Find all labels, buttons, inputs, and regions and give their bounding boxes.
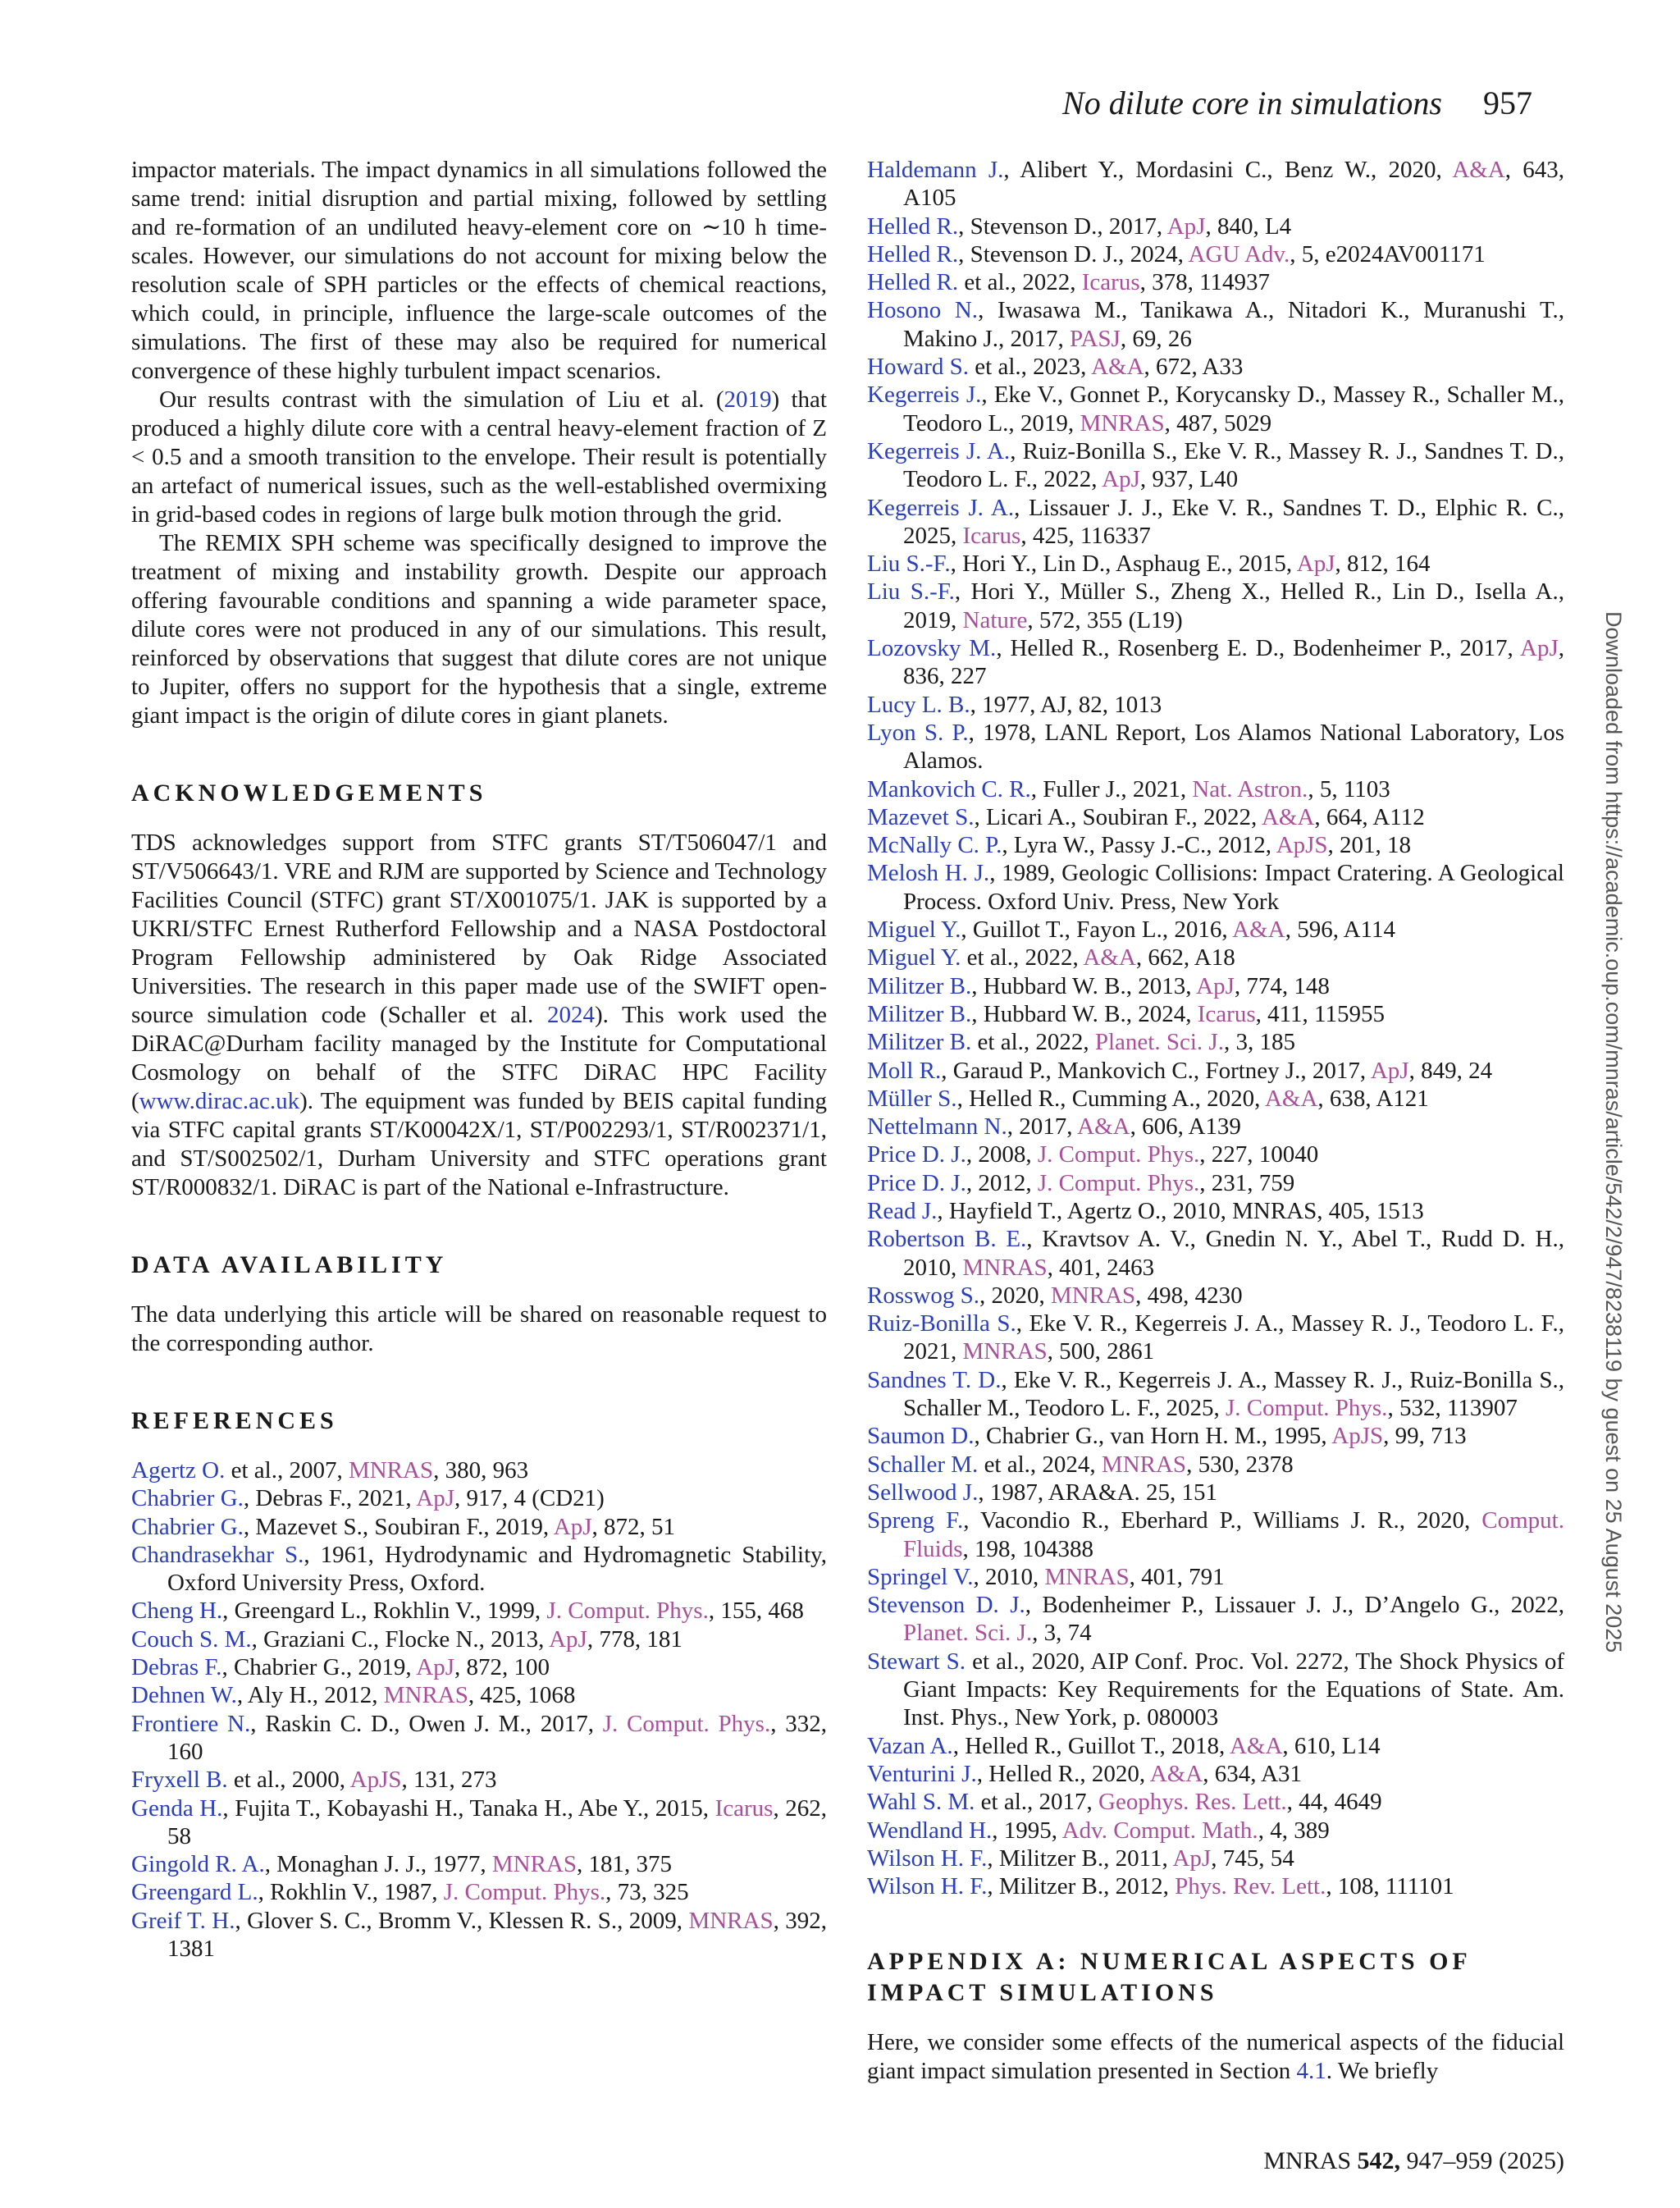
journal-link[interactable]: A&A (1083, 944, 1136, 971)
reference-item: Gingold R. A., Monaghan J. J., 1977, MNRAS, 181, 375 (131, 1851, 673, 1878)
journal-link[interactable]: J. Comput. Phys. (443, 1879, 606, 1906)
reference-author-link[interactable]: Price D. J. (867, 1169, 966, 1196)
reference-author-link[interactable]: Dehnen W. (131, 1682, 237, 1709)
reference-author-link[interactable]: Mazevet S. (867, 803, 975, 830)
reference-item: Helled R., Stevenson D., 2017, ApJ, 840, L4 (867, 213, 1292, 240)
volume-number: 542, (1357, 2147, 1401, 2174)
journal-link[interactable]: J. Comput. Phys. (546, 1598, 709, 1625)
reference-author-link[interactable]: Robertson B. E. (867, 1226, 1027, 1253)
reference-author-link[interactable]: Vazan A. (867, 1732, 953, 1759)
journal-link[interactable]: Icarus (714, 1794, 774, 1822)
journal-link[interactable]: ApJS (1331, 1423, 1384, 1450)
journal-link[interactable]: Planet. Sci. J. (903, 1620, 1033, 1647)
journal-link[interactable]: MNRAS (348, 1457, 434, 1483)
reference-item: Kegerreis J. A., Lissauer J. J., Eke V. R., Sandnes T. D., Elphic R. C., 2025, Icarus, 425, 116337 (867, 494, 1564, 549)
reference-item: Militzer B., Hubbard W. B., 2013, ApJ, 774, 148 (867, 972, 1330, 999)
reference-item: Read J., Hayfield T., Agertz O., 2010, MNRAS, 405, 1513 (867, 1197, 1424, 1224)
reference-author-link[interactable]: Greif T. H. (131, 1907, 235, 1934)
paragraph-1: impactor materials. The impact dynamics in all simulations followed the same trend: initial disruption and partial mixing, followed by settling and re-formation of an undiluted heavy-element core on ∼10 h time-scales. However, our simulations do not account for mixing below the resolution scale of SPH particles or the effects of chemical reactions, which could, in principle, influence the large-scale outcomes of the simulations. The first of these may also be required for numerical convergence of these highly turbulent impact scenarios. (131, 157, 827, 384)
dirac-url-link[interactable]: www.dirac.ac.uk (139, 1088, 300, 1114)
reference-author-link[interactable]: Greengard L. (131, 1879, 258, 1906)
reference-item: Ruiz-Bonilla S., Eke V. R., Kegerreis J. A., Massey R. J., Teodoro L. F., 2021, MNRAS, 500, 2861 (867, 1310, 1564, 1365)
reference-item: Couch S. M., Graziani C., Flocke N., 2013, ApJ, 778, 181 (131, 1625, 682, 1653)
reference-author-link[interactable]: Chabrier G. (131, 1485, 244, 1512)
reference-author-link[interactable]: Chandrasekhar S. (131, 1541, 304, 1568)
journal-link[interactable]: Icarus (1197, 1000, 1256, 1027)
reference-item: Agertz O. et al., 2007, MNRAS, 380, 963 (131, 1457, 529, 1483)
journal-link[interactable]: MNRAS (688, 1907, 774, 1934)
reference-item: Schaller M. et al., 2024, MNRAS, 530, 2378 (867, 1451, 1294, 1478)
reference-item: Lyon S. P., 1978, LANL Report, Los Alamos National Laboratory, Los Alamos. (867, 719, 1564, 775)
reference-author-link[interactable]: Wilson H. F. (867, 1845, 988, 1872)
reference-item: Mankovich C. R., Fuller J., 2021, Nat. Astron., 5, 1103 (867, 775, 1390, 802)
reference-author-link[interactable]: Lucy L. B. (867, 691, 970, 718)
reference-author-link[interactable]: Lozovsky M. (867, 635, 997, 662)
appendix-text: Here, we consider some effects of the numerical aspects of the fiducial giant impact simulation presented in Section 4.1. We briefly (867, 2029, 1564, 2085)
journal-link[interactable]: ApJ (1102, 466, 1140, 493)
journal-link[interactable]: MNRAS (1080, 409, 1165, 437)
reference-author-link[interactable]: Haldemann J. (867, 157, 1004, 183)
data-availability-text: The data underlying this article will be shared on reasonable request to the corresponding author. (131, 1301, 827, 1356)
reference-item: Sandnes T. D., Eke V. R., Kegerreis J. A., Massey R. J., Ruiz-Bonilla S., Schaller M., Teodoro L. F., 2025, J. Comput. Phys., 532, 113907 (867, 1366, 1564, 1422)
reference-item: Wilson H. F., Militzer B., 2011, ApJ, 745, 54 (867, 1845, 1294, 1872)
right-column (867, 156, 1564, 2086)
reference-item: Cheng H., Greengard L., Rokhlin V., 1999, J. Comput. Phys., 155, 468 (131, 1598, 804, 1625)
reference-author-link[interactable]: Militzer B. (867, 972, 972, 999)
reference-item: Moll R., Garaud P., Mankovich C., Fortney J., 2017, ApJ, 849, 24 (867, 1057, 1493, 1084)
journal-link[interactable]: ApJ (549, 1625, 587, 1653)
reference-author-link[interactable]: Ruiz-Bonilla S. (867, 1310, 1016, 1337)
journal-link[interactable]: MNRAS (383, 1682, 468, 1709)
journal-link[interactable]: ApJ (416, 1485, 454, 1512)
journal-link[interactable]: Nature (962, 606, 1028, 633)
acknowledgements-text: TDS acknowledges support from STFC grants ST/T506047/1 and ST/V506643/1. VRE and RJM are supported by Science and Technology Facilities Council (STFC) grant ST/X001075/1. JAK is supported by a UKRI/STFC Ernest Rutherford Fellowship and a NASA Postdoctoral Program Fellowship administered by Oak Ridge Associated Universities. The research in this paper made use of the SWIFT open-source simulation code (Schaller et al. 2024). This work used the DiRAC@Durham facility managed by the Institute for Computational Cosmology on behalf of the STFC DiRAC HPC Facility (www.dirac.ac.uk). The equipment was funded by BEIS capital funding via STFC capital grants ST/K00042X/1, ST/P002293/1, ST/R002371/1, and ST/S002502/1, Durham University and STFC operations grant ST/R000832/1. DiRAC is part of the National e-Infrastructure. (131, 830, 827, 1200)
journal-link[interactable]: Comput. Fluids (903, 1507, 1564, 1562)
reference-item: Greengard L., Rokhlin V., 1987, J. Comput. Phys., 73, 325 (131, 1879, 689, 1906)
reference-item: Chabrier G., Debras F., 2021, ApJ, 917, 4 (CD21) (131, 1485, 605, 1512)
reference-item: Mazevet S., Licari A., Soubiran F., 2022, A&A, 664, A112 (867, 803, 1425, 830)
journal-link[interactable]: A&A (1091, 354, 1144, 381)
reference-item: McNally C. P., Lyra W., Passy J.-C., 2012, ApJS, 201, 18 (867, 832, 1412, 859)
journal-link[interactable]: ApJ (553, 1513, 592, 1540)
journal-link[interactable]: ApJ (1370, 1057, 1409, 1084)
reference-author-link[interactable]: Nettelmann N. (867, 1113, 1007, 1141)
reference-item: Price D. J., 2012, J. Comput. Phys., 231, 759 (867, 1169, 1295, 1196)
reference-author-link[interactable]: Kegerreis J. (867, 382, 982, 409)
reference-item: Dehnen W., Aly H., 2012, MNRAS, 425, 1068 (131, 1682, 576, 1709)
journal-link[interactable]: J. Comput. Phys. (602, 1710, 771, 1737)
reference-author-link[interactable]: Couch S. M. (131, 1625, 252, 1653)
reference-item: Howard S. et al., 2023, A&A, 672, A33 (867, 354, 1244, 381)
reference-author-link[interactable]: Liu S.-F. (867, 578, 955, 606)
reference-item: Wilson H. F., Militzer B., 2012, Phys. Rev. Lett., 108, 111101 (867, 1873, 1454, 1900)
acknowledgements-heading: ACKNOWLEDGEMENTS (131, 779, 487, 807)
reference-item: Hosono N., Iwasawa M., Tanikawa A., Nitadori K., Muranushi T., Makino J., 2017, PASJ, 69, 26 (867, 297, 1565, 352)
reference-author-link[interactable]: Wahl S. M. (867, 1789, 975, 1816)
reference-item: Lucy L. B., 1977, AJ, 82, 1013 (867, 691, 1162, 718)
reference-author-link[interactable]: Helled R. (867, 240, 959, 267)
journal-link[interactable]: A&A (1264, 1085, 1318, 1112)
reference-author-link[interactable]: Debras F. (131, 1654, 222, 1681)
reference-author-link[interactable]: Liu S.-F. (867, 551, 951, 578)
reference-author-link[interactable]: Stevenson D. J. (867, 1592, 1025, 1619)
reference-item: Chandrasekhar S., 1961, Hydrodynamic and Hydromagnetic Stability, Oxford University Press, Oxford. (131, 1541, 828, 1597)
journal-link[interactable]: A&A (1077, 1113, 1130, 1141)
reference-author-link[interactable]: Kegerreis J. A. (867, 494, 1015, 521)
journal-link[interactable]: ApJS (1276, 832, 1328, 859)
journal-link[interactable]: Adv. Comput. Math. (1061, 1817, 1258, 1844)
journal-link[interactable]: MNRAS (1101, 1451, 1187, 1478)
reference-item: Helled R. et al., 2022, Icarus, 378, 114937 (867, 269, 1271, 296)
journal-link[interactable]: Phys. Rev. Lett. (1175, 1873, 1326, 1900)
references-heading: REFERENCES (131, 1407, 338, 1434)
reference-item: Genda H., Fujita T., Kobayashi H., Tanaka H., Abe Y., 2015, Icarus, 262, 58 (131, 1794, 827, 1849)
reference-item: Sellwood J., 1987, ARA&A. 25, 151 (867, 1479, 1217, 1506)
reference-author-link[interactable]: Frontiere N. (131, 1710, 251, 1737)
reference-item: Debras F., Chabrier G., 2019, ApJ, 872, 100 (131, 1654, 550, 1681)
reference-author-link[interactable]: Lyon S. P. (867, 719, 969, 746)
reference-author-link[interactable]: Moll R. (867, 1057, 942, 1084)
journal-link[interactable]: ApJ (1172, 1845, 1212, 1872)
reference-author-link[interactable]: Miguel Y. (867, 917, 961, 944)
page-footer: MNRAS 542, 947–959 (2025) (1263, 2147, 1564, 2174)
journal-link[interactable]: Icarus (962, 522, 1021, 549)
reference-item: Stevenson D. J., Bodenheimer P., Lissauer J. J., D’Angelo G., 2022, Planet. Sci. J., 3, 74 (867, 1592, 1564, 1647)
reference-author-link[interactable]: Fryxell B. (131, 1767, 228, 1794)
reference-item: Venturini J., Helled R., 2020, A&A, 634, A31 (867, 1760, 1303, 1787)
journal-link[interactable]: Icarus (1081, 269, 1140, 296)
paragraph-2: Our results contrast with the simulation of Liu et al. (2019) that produced a highly dilute core with a central heavy-element fraction of Z < 0.5 and a smooth transition to the envelope. Their result is potentially an artefact of numerical issues, such as the well-established overmixing in grid-based codes in regions of large bulk motion through the grid. (131, 386, 827, 528)
reference-item: Stewart S. et al., 2020, AIP Conf. Proc. Vol. 2272, The Shock Physics of Giant Impacts: Key Requirements for the Equations of State. Am. Inst. Phys., New York, p. 080003 (867, 1648, 1565, 1731)
reference-author-link[interactable]: Rosswog S. (867, 1282, 979, 1309)
reference-item: Liu S.-F., Hori Y., Lin D., Asphaug E., 2015, ApJ, 812, 164 (867, 551, 1431, 578)
section-link[interactable]: 4.1 (1296, 2058, 1326, 2085)
reference-item: Saumon D., Chabrier G., van Horn H. M., 1995, ApJS, 99, 713 (867, 1423, 1467, 1450)
reference-author-link[interactable]: McNally C. P. (867, 832, 1002, 859)
reference-author-link[interactable]: Müller S. (867, 1085, 957, 1112)
left-column (131, 156, 827, 1963)
reference-item: Price D. J., 2008, J. Comput. Phys., 227, 10040 (867, 1141, 1319, 1168)
reference-author-link[interactable]: Melosh H. J. (867, 860, 990, 887)
journal-link[interactable]: ApJ (416, 1654, 454, 1681)
journal-link[interactable]: MNRAS (962, 1254, 1048, 1281)
reference-item: Haldemann J., Alibert Y., Mordasini C., Benz W., 2020, A&A, 643, A105 (867, 157, 1564, 212)
reference-author-link[interactable]: Gingold R. A. (131, 1851, 265, 1878)
citation-link-2019[interactable]: 2019 (724, 386, 772, 413)
running-title: No dilute core in simulations (1062, 85, 1442, 121)
reference-item: Rosswog S., 2020, MNRAS, 498, 4230 (867, 1282, 1243, 1309)
reference-author-link[interactable]: Miguel Y. (867, 944, 961, 971)
reference-author-link[interactable]: Helled R. (867, 269, 959, 296)
journal-link[interactable]: J. Comput. Phys. (1037, 1141, 1200, 1168)
reference-item: Melosh H. J., 1989, Geologic Collisions: Impact Cratering. A Geological Process. Oxford Univ. Press, New York (867, 860, 1564, 915)
journal-link[interactable]: MNRAS (962, 1338, 1048, 1365)
reference-item: Frontiere N., Raskin C. D., Owen J. M., 2017, J. Comput. Phys., 332, 160 (131, 1710, 828, 1765)
reference-item: Fryxell B. et al., 2000, ApJS, 131, 273 (131, 1767, 497, 1794)
reference-list-right (867, 156, 1564, 1900)
reference-author-link[interactable]: Chabrier G. (131, 1513, 244, 1540)
reference-item: Wendland H., 1995, Adv. Comput. Math., 4, 389 (867, 1817, 1330, 1844)
reference-author-link[interactable]: Wilson H. F. (867, 1873, 988, 1900)
journal-link[interactable]: PASJ (1070, 325, 1121, 352)
appendix-heading: APPENDIX A: NUMERICAL ASPECTS OF IMPACT SIMULATIONS (867, 1948, 1471, 2007)
reference-author-link[interactable]: Spreng F. (867, 1507, 964, 1534)
reference-author-link[interactable]: Howard S. (867, 354, 970, 381)
reference-item: Robertson B. E., Kravtsov A. V., Gnedin N. Y., Abel T., Rudd D. H., 2010, MNRAS, 401, 2463 (867, 1226, 1564, 1281)
reference-author-link[interactable]: Stewart S. (867, 1648, 966, 1675)
reference-item: Miguel Y., Guillot T., Fayon L., 2016, A&A, 596, A114 (867, 917, 1395, 944)
reference-item: Nettelmann N., 2017, A&A, 606, A139 (867, 1113, 1241, 1141)
reference-item: Helled R., Stevenson D. J., 2024, AGU Adv., 5, e2024AV001171 (867, 240, 1486, 267)
reference-author-link[interactable]: Springel V. (867, 1563, 974, 1590)
journal-link[interactable]: J. Comput. Phys. (1037, 1169, 1200, 1196)
reference-item: Liu S.-F., Hori Y., Müller S., Zheng X., Helled R., Lin D., Isella A., 2019, Nature, 572, 355 (L19) (867, 578, 1564, 633)
citation-link-2024[interactable]: 2024 (546, 1002, 595, 1028)
reference-item: Müller S., Helled R., Cumming A., 2020, A&A, 638, A121 (867, 1085, 1429, 1112)
reference-author-link[interactable]: Sandnes T. D. (867, 1366, 1002, 1393)
journal-link[interactable]: A&A (1452, 157, 1505, 183)
journal-link[interactable]: Planet. Sci. J. (1094, 1029, 1224, 1056)
journal-link[interactable]: ApJS (349, 1767, 402, 1794)
journal-link[interactable]: ApJ (1196, 972, 1235, 999)
reference-author-link[interactable]: Genda H. (131, 1794, 223, 1822)
reference-item: Lozovsky M., Helled R., Rosenberg E. D., Bodenheimer P., 2017, ApJ, 836, 227 (867, 635, 1564, 690)
journal-link[interactable]: AGU Adv. (1188, 240, 1290, 267)
reference-author-link[interactable]: Helled R. (867, 213, 959, 240)
download-watermark: Downloaded from https://academic.oup.com/mnras/article/542/2/947/8238119 by guest on 25 August 2025 (1601, 611, 1626, 1653)
reference-author-link[interactable]: Schaller M. (867, 1451, 979, 1478)
journal-link[interactable]: ApJ (1520, 635, 1559, 662)
journal-link[interactable]: MNRAS (1044, 1563, 1130, 1590)
journal-link[interactable]: A&A (1149, 1760, 1203, 1787)
reference-author-link[interactable]: Hosono N. (867, 297, 979, 324)
reference-item: Chabrier G., Mazevet S., Soubiran F., 2019, ApJ, 872, 51 (131, 1513, 676, 1540)
journal-link[interactable]: MNRAS (1051, 1282, 1136, 1309)
running-header (1062, 84, 1532, 122)
reference-author-link[interactable]: Agertz O. (131, 1457, 226, 1483)
reference-author-link[interactable]: Venturini J. (867, 1760, 977, 1787)
reference-item: Springel V., 2010, MNRAS, 401, 791 (867, 1563, 1225, 1590)
reference-author-link[interactable]: Read J. (867, 1197, 938, 1224)
reference-author-link[interactable]: Militzer B. (867, 1029, 972, 1056)
journal-link[interactable]: A&A (1232, 917, 1285, 944)
reference-item: Vazan A., Helled R., Guillot T., 2018, A&A, 610, L14 (867, 1732, 1381, 1759)
reference-author-link[interactable]: Mankovich C. R. (867, 775, 1031, 802)
journal-link[interactable]: J. Comput. Phys. (1226, 1395, 1388, 1422)
reference-author-link[interactable]: Kegerreis J. A. (867, 437, 1011, 464)
reference-author-link[interactable]: Militzer B. (867, 1000, 972, 1027)
reference-item: Spreng F., Vacondio R., Eberhard P., Williams J. R., 2020, Comput. Fluids, 198, 104388 (867, 1507, 1564, 1562)
reference-item: Greif T. H., Glover S. C., Bromm V., Klessen R. S., 2009, MNRAS, 392, 1381 (131, 1907, 827, 1963)
reference-author-link[interactable]: Wendland H. (867, 1817, 993, 1844)
reference-author-link[interactable]: Price D. J. (867, 1141, 966, 1168)
reference-item: Militzer B. et al., 2022, Planet. Sci. J., 3, 185 (867, 1029, 1295, 1056)
reference-author-link[interactable]: Cheng H. (131, 1598, 223, 1625)
journal-link[interactable]: ApJ (1166, 213, 1206, 240)
reference-list-left (131, 1456, 827, 1963)
journal-link[interactable]: MNRAS (491, 1851, 578, 1878)
reference-item: Wahl S. M. et al., 2017, Geophys. Res. Lett., 44, 4649 (867, 1789, 1382, 1816)
data-availability-heading: DATA AVAILABILITY (131, 1251, 448, 1278)
journal-link[interactable]: Nat. Astron. (1192, 775, 1308, 802)
reference-item: Kegerreis J. A., Ruiz-Bonilla S., Eke V. R., Massey R. J., Sandnes T. D., Teodoro L. F., 2022, ApJ, 937, L40 (867, 437, 1564, 493)
reference-item: Militzer B., Hubbard W. B., 2024, Icarus, 411, 115955 (867, 1000, 1385, 1027)
page-number: 957 (1483, 85, 1532, 121)
journal-link[interactable]: A&A (1261, 803, 1315, 830)
journal-link[interactable]: ApJ (1296, 551, 1335, 578)
paragraph-3: The REMIX SPH scheme was specifically designed to improve the treatment of mixing and instability growth. Despite our approach offering favourable conditions and spanning a wide parameter space, dilute cores were not produced in any of our simulations. This result, reinforced by observations that suggest that dilute cores are not unique to Jupiter, offers no support for the hypothesis that a single, extreme giant impact is the origin of dilute cores in giant planets. (131, 530, 827, 729)
journal-link[interactable]: Geophys. Res. Lett. (1098, 1789, 1287, 1816)
journal-link[interactable]: A&A (1229, 1732, 1283, 1759)
reference-item: Miguel Y. et al., 2022, A&A, 662, A18 (867, 944, 1235, 971)
reference-item: Kegerreis J., Eke V., Gonnet P., Korycansky D., Massey R., Schaller M., Teodoro L., 2019, MNRAS, 487, 5029 (867, 382, 1564, 437)
reference-author-link[interactable]: Saumon D. (867, 1423, 975, 1450)
reference-author-link[interactable]: Sellwood J. (867, 1479, 979, 1506)
